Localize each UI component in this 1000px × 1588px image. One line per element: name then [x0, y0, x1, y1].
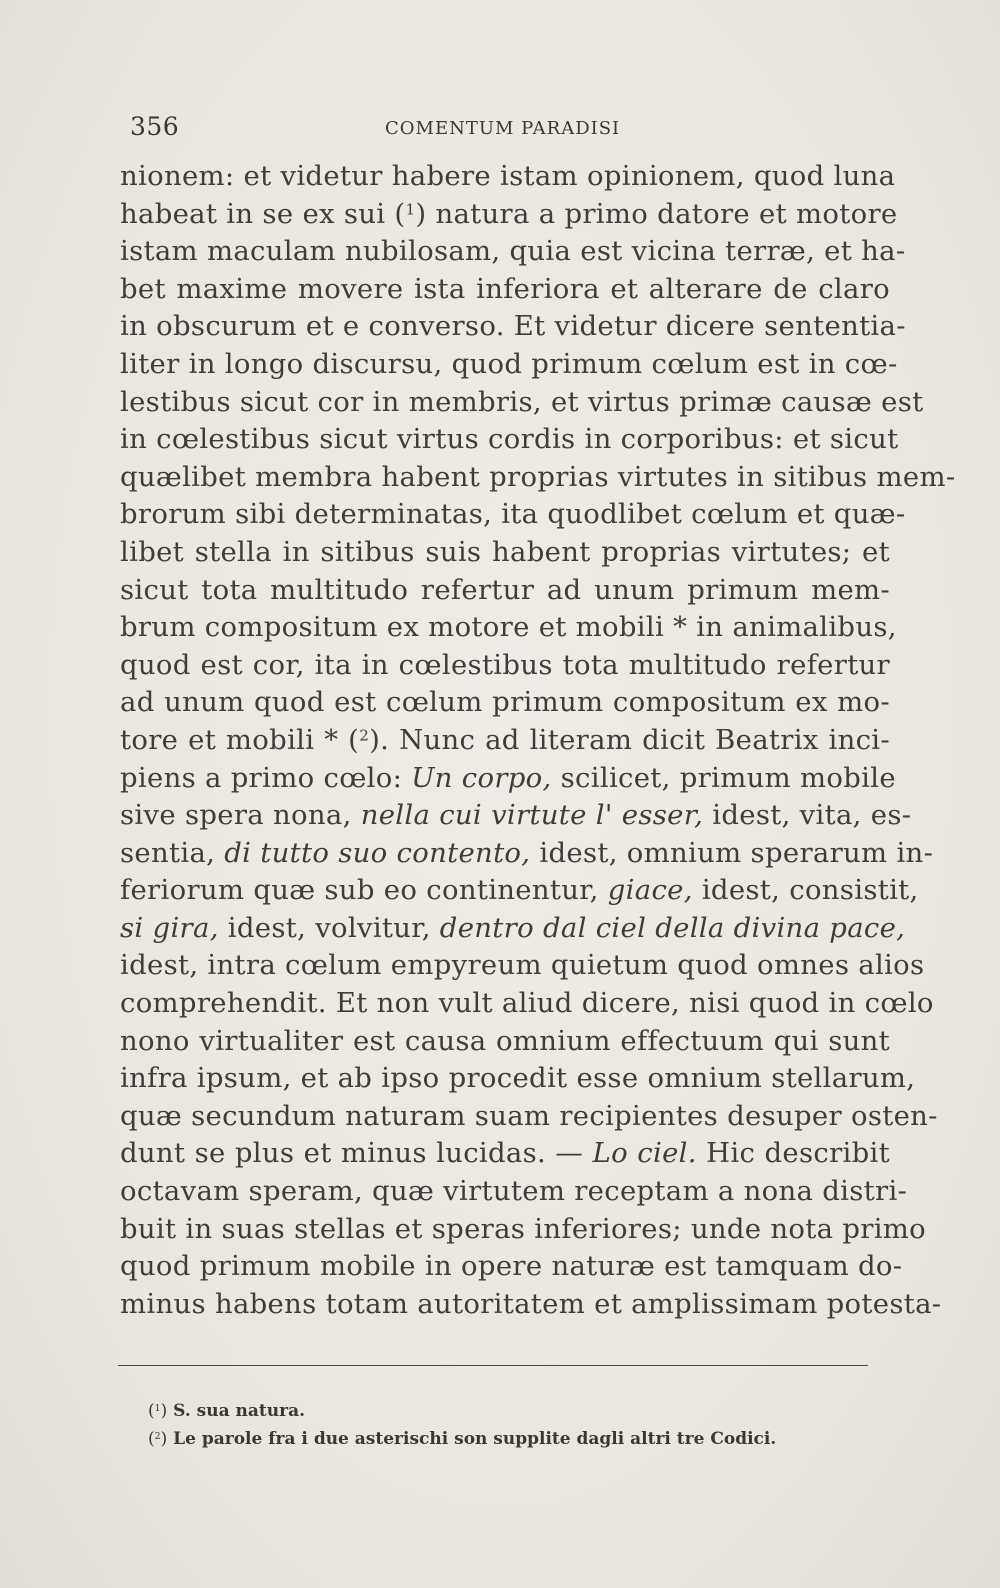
text-run: comprehendit. Et non vult aliud dicere, nisi quod in cœlo [120, 987, 934, 1020]
text-run: feriorum quæ sub eo continentur, [120, 874, 608, 907]
italic-quotation: dentro dal ciel della divina pace, [439, 911, 906, 944]
text-run: piens a primo cœlo: [120, 761, 412, 794]
text-run: sive spera nona, [120, 799, 361, 832]
text-run: scilicet, primum mobile [551, 761, 896, 794]
text-line [120, 835, 934, 873]
text-line [120, 158, 896, 196]
footnotes [148, 1397, 848, 1453]
text-line [120, 609, 897, 647]
text-run: ). Nunc ad literam dicit Beatrix inci- [369, 723, 890, 756]
text-line [120, 1248, 903, 1286]
text-run: in cœlestibus sicut virtus cordis in corporibus: et sicut [120, 423, 899, 456]
text-run: quæ secundum naturam suam recipientes desuper osten- [120, 1099, 938, 1132]
text-line [120, 233, 906, 271]
text-line [120, 196, 898, 234]
text-run: octavam speram, quæ virtutem receptam a nona distri- [120, 1175, 908, 1208]
text-run: quod primum mobile in opere naturæ est tamquam do- [120, 1250, 903, 1283]
text-run: ad unum quod est cœlum primum compositum ex mo- [120, 686, 890, 719]
text-line [120, 910, 906, 948]
footnote-text: Le parole fra i due asterischi son supplite dagli altri tre Codici. [173, 1429, 777, 1449]
text-run: idest, vita, es- [703, 799, 912, 832]
text-run: ) natura a primo datore et motore [415, 197, 898, 230]
text-line [120, 421, 899, 459]
text-line [120, 496, 906, 534]
text-run: brum compositum ex motore et mobili * in animalibus, [120, 611, 897, 644]
text-run: tore et mobili * ( [120, 723, 360, 756]
text-run: quod est cor, ita in cœlestibus tota multitudo refertur [120, 648, 890, 681]
text-line [120, 872, 919, 910]
text-line [120, 1286, 942, 1324]
text-run: liter in longo discursu, quod primum cœlum est in cœ- [120, 347, 898, 380]
text-run: idest, consistit, [692, 874, 919, 907]
text-run: idest, intra cœlum empyreum quietum quod omnes alios [120, 949, 925, 982]
text-line [120, 1173, 908, 1211]
text-line [120, 308, 906, 346]
footnote-text: S. sua natura. [173, 1401, 306, 1421]
footnote [148, 1425, 848, 1453]
text-run: brorum sibi determinatas, ita quodlibet cœlum et quæ- [120, 498, 906, 531]
text-line [120, 271, 890, 309]
text-line [120, 572, 890, 610]
text-run: dunt se plus et minus lucidas. — [120, 1137, 593, 1170]
italic-quotation: giace, [607, 874, 693, 907]
text-run: Hic describit [696, 1137, 890, 1170]
text-line [120, 797, 912, 835]
italic-quotation: si gira, [120, 911, 219, 944]
text-run: lestibus sicut cor in membris, et virtus primæ causæ est [120, 385, 924, 418]
text-run: idest, volvitur, [218, 911, 440, 944]
text-line [120, 1211, 927, 1249]
text-run: minus habens totam autoritatem et amplissimam potesta- [120, 1287, 942, 1320]
footnote-divider [118, 1365, 868, 1366]
text-line [120, 346, 898, 384]
footnote [148, 1397, 848, 1425]
text-line [120, 647, 890, 685]
text-line [120, 384, 924, 422]
text-run: idest, omnium sperarum in- [530, 836, 934, 869]
text-run: istam maculam nubilosam, quia est vicina terræ, et ha- [120, 235, 906, 268]
text-run: habeat in se ex sui ( [120, 197, 406, 230]
text-line [120, 1060, 916, 1098]
running-title: COMENTUM PARADISI [385, 118, 621, 139]
text-line [120, 1135, 890, 1173]
text-run: bet maxime movere ista inferiora et alterare de claro [120, 272, 890, 305]
italic-quotation: nella cui virtute l' esser, [360, 799, 704, 832]
text-line [120, 985, 934, 1023]
running-head [130, 112, 880, 142]
text-line [120, 1098, 938, 1136]
text-line [120, 760, 896, 798]
text-run: nono virtualiter est causa omnium effectuum qui sunt [120, 1024, 890, 1057]
text-run: buit in suas stellas et speras inferiores; unde nota primo [120, 1212, 927, 1245]
text-run: infra ipsum, et ab ipso procedit esse omnium stellarum, [120, 1062, 916, 1095]
italic-quotation: Un corpo, [411, 761, 552, 794]
footnote-marker: ($^1$) [148, 1401, 168, 1421]
text-run: quælibet membra habent proprias virtutes in sitibus mem- [120, 460, 956, 493]
text-line [120, 947, 925, 985]
text-line [120, 534, 890, 572]
text-run: libet stella in sitibus suis habent proprias virtutes; et [120, 535, 890, 568]
footnote-reference: 1 [405, 200, 416, 219]
page-number: 356 [130, 112, 180, 141]
text-run: sentia, [120, 836, 225, 869]
footnote-marker: ($^2$) [148, 1429, 168, 1449]
italic-quotation: Lo ciel. [592, 1137, 697, 1170]
text-line [120, 722, 890, 760]
text-line [120, 459, 956, 497]
italic-quotation: di tutto suo contento, [224, 836, 531, 869]
text-run: sicut tota multitudo refertur ad unum primum mem- [120, 573, 890, 606]
text-line [120, 1023, 890, 1061]
footnote-reference: 2 [359, 726, 370, 745]
text-run: nionem: et videtur habere istam opinionem, quod luna [120, 160, 896, 192]
text-line [120, 684, 890, 722]
main-text [120, 158, 956, 1323]
text-run: in obscurum et e converso. Et videtur dicere sententia- [120, 310, 906, 343]
